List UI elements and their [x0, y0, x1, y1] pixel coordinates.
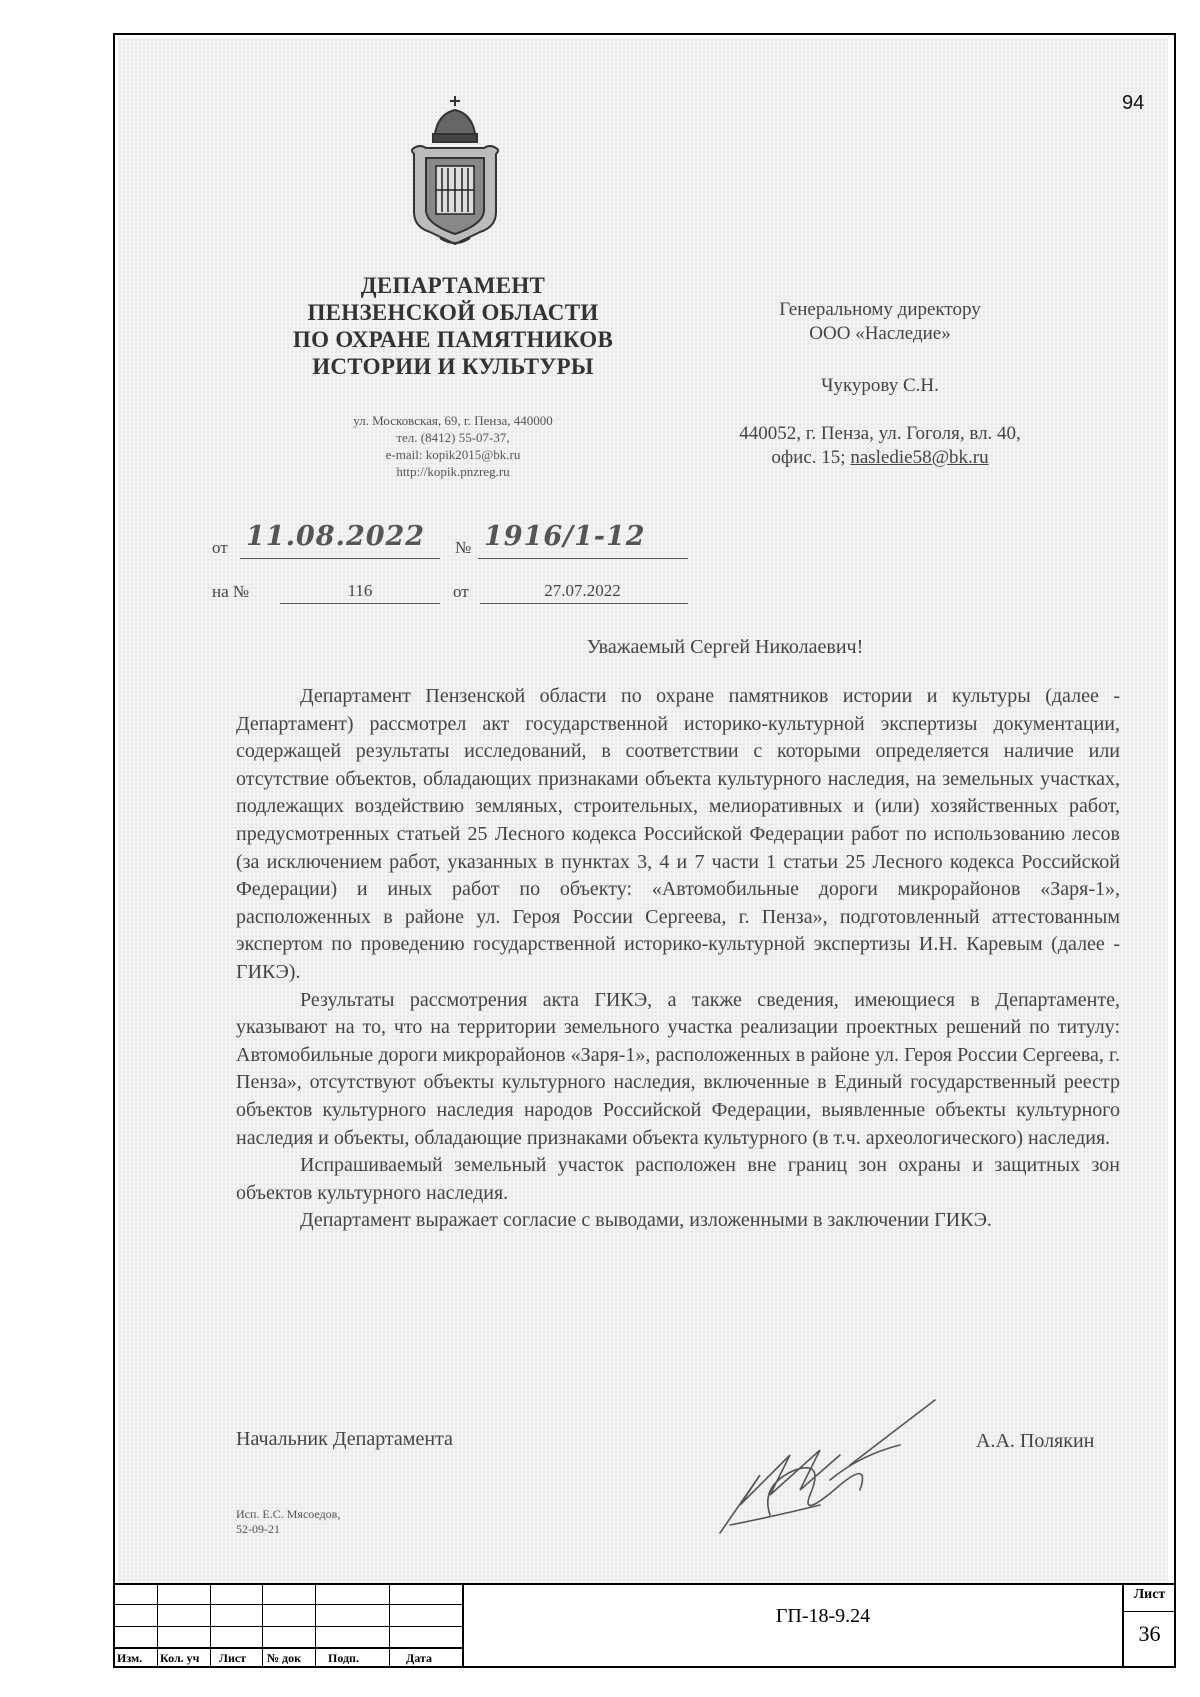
- body-paragraph: Департамент выражает согласие с выводами, изложенными в заключении ГИКЭ.: [300, 1209, 992, 1232]
- stamp-col-count: Кол. уч: [160, 1651, 200, 1665]
- body-paragraph: Испрашиваемый земельный участок расположен вне границ зон охраны и защитных зон объектов культурного наследия.: [236, 1154, 1120, 1204]
- reg-number-label: №: [455, 538, 472, 557]
- reply-number-underline: [280, 603, 440, 604]
- department-title-line: ДЕПАРТАМЕНТ: [360, 273, 546, 298]
- contact-website: http://kopik.pnzreg.ru: [396, 464, 510, 479]
- addressee-company: ООО «Наследие»: [809, 323, 951, 344]
- reply-from-label: от: [453, 582, 469, 601]
- department-contacts: [258, 412, 648, 480]
- stamp-col-date: Дата: [406, 1651, 432, 1665]
- contact-email: e-mail: kopik2015@bk.ru: [385, 447, 521, 462]
- document-code: ГП-18-9.24: [775, 1605, 871, 1627]
- title-block-stamp: [113, 1583, 1176, 1668]
- reg-number-underline: [478, 558, 688, 559]
- letter-body: [236, 683, 1120, 1235]
- salutation: Уважаемый Сергей Николаевич!: [586, 636, 864, 658]
- addressee-address: 440052, г. Пенза, ул. Гоголя, вл. 40,: [739, 423, 1021, 444]
- addressee-position: Генеральному директору: [779, 299, 981, 320]
- handwritten-signature: [700, 1395, 940, 1545]
- body-paragraph: Департамент Пензенской области по охране памятников истории и культуры (далее - Департамент) рассмотрел акт государственной историко-культурной экспертизы документации, содержащей результаты исследований, в соответствии с которыми определяется наличие или отсутствие объектов, обладающих признаками объекта культурного наследия, на земельных участках, подлежащих воздействию земляных, строительных, мелиоративных и (или) хозяйственных работ, предусмотренных статьей 25 Лесного кодекса Российской Федерации работ по использованию лесов (за исключением работ, указанных в пунктах 3, 4 и 7 части 1 статьи 25 Лесного кодекса Российской Федерации) и иных работ по объекту: «Автомобильные дороги микрорайонов «Заря-1», расположенных в районе ул. Героя России Сергеева, г. Пенза», подготовленный аттестованным экспертом по проведению государственной историко-культурной экспертизы И.Н. Каревым (далее - ГИКЭ).: [236, 685, 1120, 983]
- reply-prefix: на №: [212, 582, 250, 601]
- signatory-name: А.А. Полякин: [976, 1430, 1095, 1452]
- department-title-line: ИСТОРИИ И КУЛЬТУРЫ: [312, 354, 594, 379]
- stamp-sheet-label: Лист: [1133, 1587, 1166, 1602]
- reg-from-label: от: [212, 538, 228, 557]
- signatory-title: Начальник Департамента: [236, 1428, 453, 1450]
- department-title: [258, 272, 648, 380]
- contact-address: ул. Московская, 69, г. Пенза, 440000: [353, 413, 553, 428]
- reg-date-underline: [240, 558, 440, 559]
- stamp-col-signature: Подп.: [328, 1651, 359, 1665]
- stamp-col-docnum: № док: [267, 1651, 302, 1665]
- stamp-col-sheet: Лист: [219, 1651, 247, 1665]
- body-paragraph: Результаты рассмотрения акта ГИКЭ, а также сведения, имеющиеся в Департаменте, указывают на то, что на территории земельного участка реализации проектных решений по титулу: Автомобильные дороги микрорайонов «Заря-1», расположенных в районе ул. Героя России Сергеева, г. Пенза», отсутствуют объекты культурного наследия, включенные в Единый государственный реестр объектов культурного наследия народов Российской Федерации, выявленные объекты культурного наследия и объекты, обладающие признаками объекта культурного (в т.ч. археологического) наследия.: [236, 988, 1120, 1149]
- executor-phone: 52-09-21: [236, 1522, 280, 1536]
- reply-date-underline: [480, 603, 688, 604]
- reg-number-handwritten: 1916/1-12: [484, 521, 646, 552]
- penza-coat-of-arms-icon: [400, 92, 510, 252]
- reply-date: 27.07.2022: [544, 581, 621, 600]
- department-title-line: ПЕНЗЕНСКОЙ ОБЛАСТИ: [307, 300, 599, 325]
- addressee-office: офис. 15;: [771, 447, 846, 468]
- addressee-name: Чукурову С.Н.: [821, 375, 939, 396]
- contact-phone: тел. (8412) 55-07-37,: [396, 430, 510, 445]
- addressee-block: [690, 298, 1070, 470]
- executor-name: Исп. Е.С. Мясоедов,: [236, 1507, 341, 1521]
- stamp-sheet-number: 36: [1138, 1621, 1161, 1646]
- reg-date-handwritten: 11.08.2022: [246, 521, 426, 552]
- addressee-email: nasledie58@bk.ru: [850, 447, 989, 468]
- addressee-office-line: [690, 446, 1070, 470]
- executor-info: [236, 1507, 340, 1537]
- reply-number: 116: [347, 581, 373, 600]
- page-number: 94: [1122, 92, 1145, 114]
- stamp-col-change: Изм.: [117, 1651, 143, 1665]
- department-title-line: ПО ОХРАНЕ ПАМЯТНИКОВ: [292, 327, 614, 352]
